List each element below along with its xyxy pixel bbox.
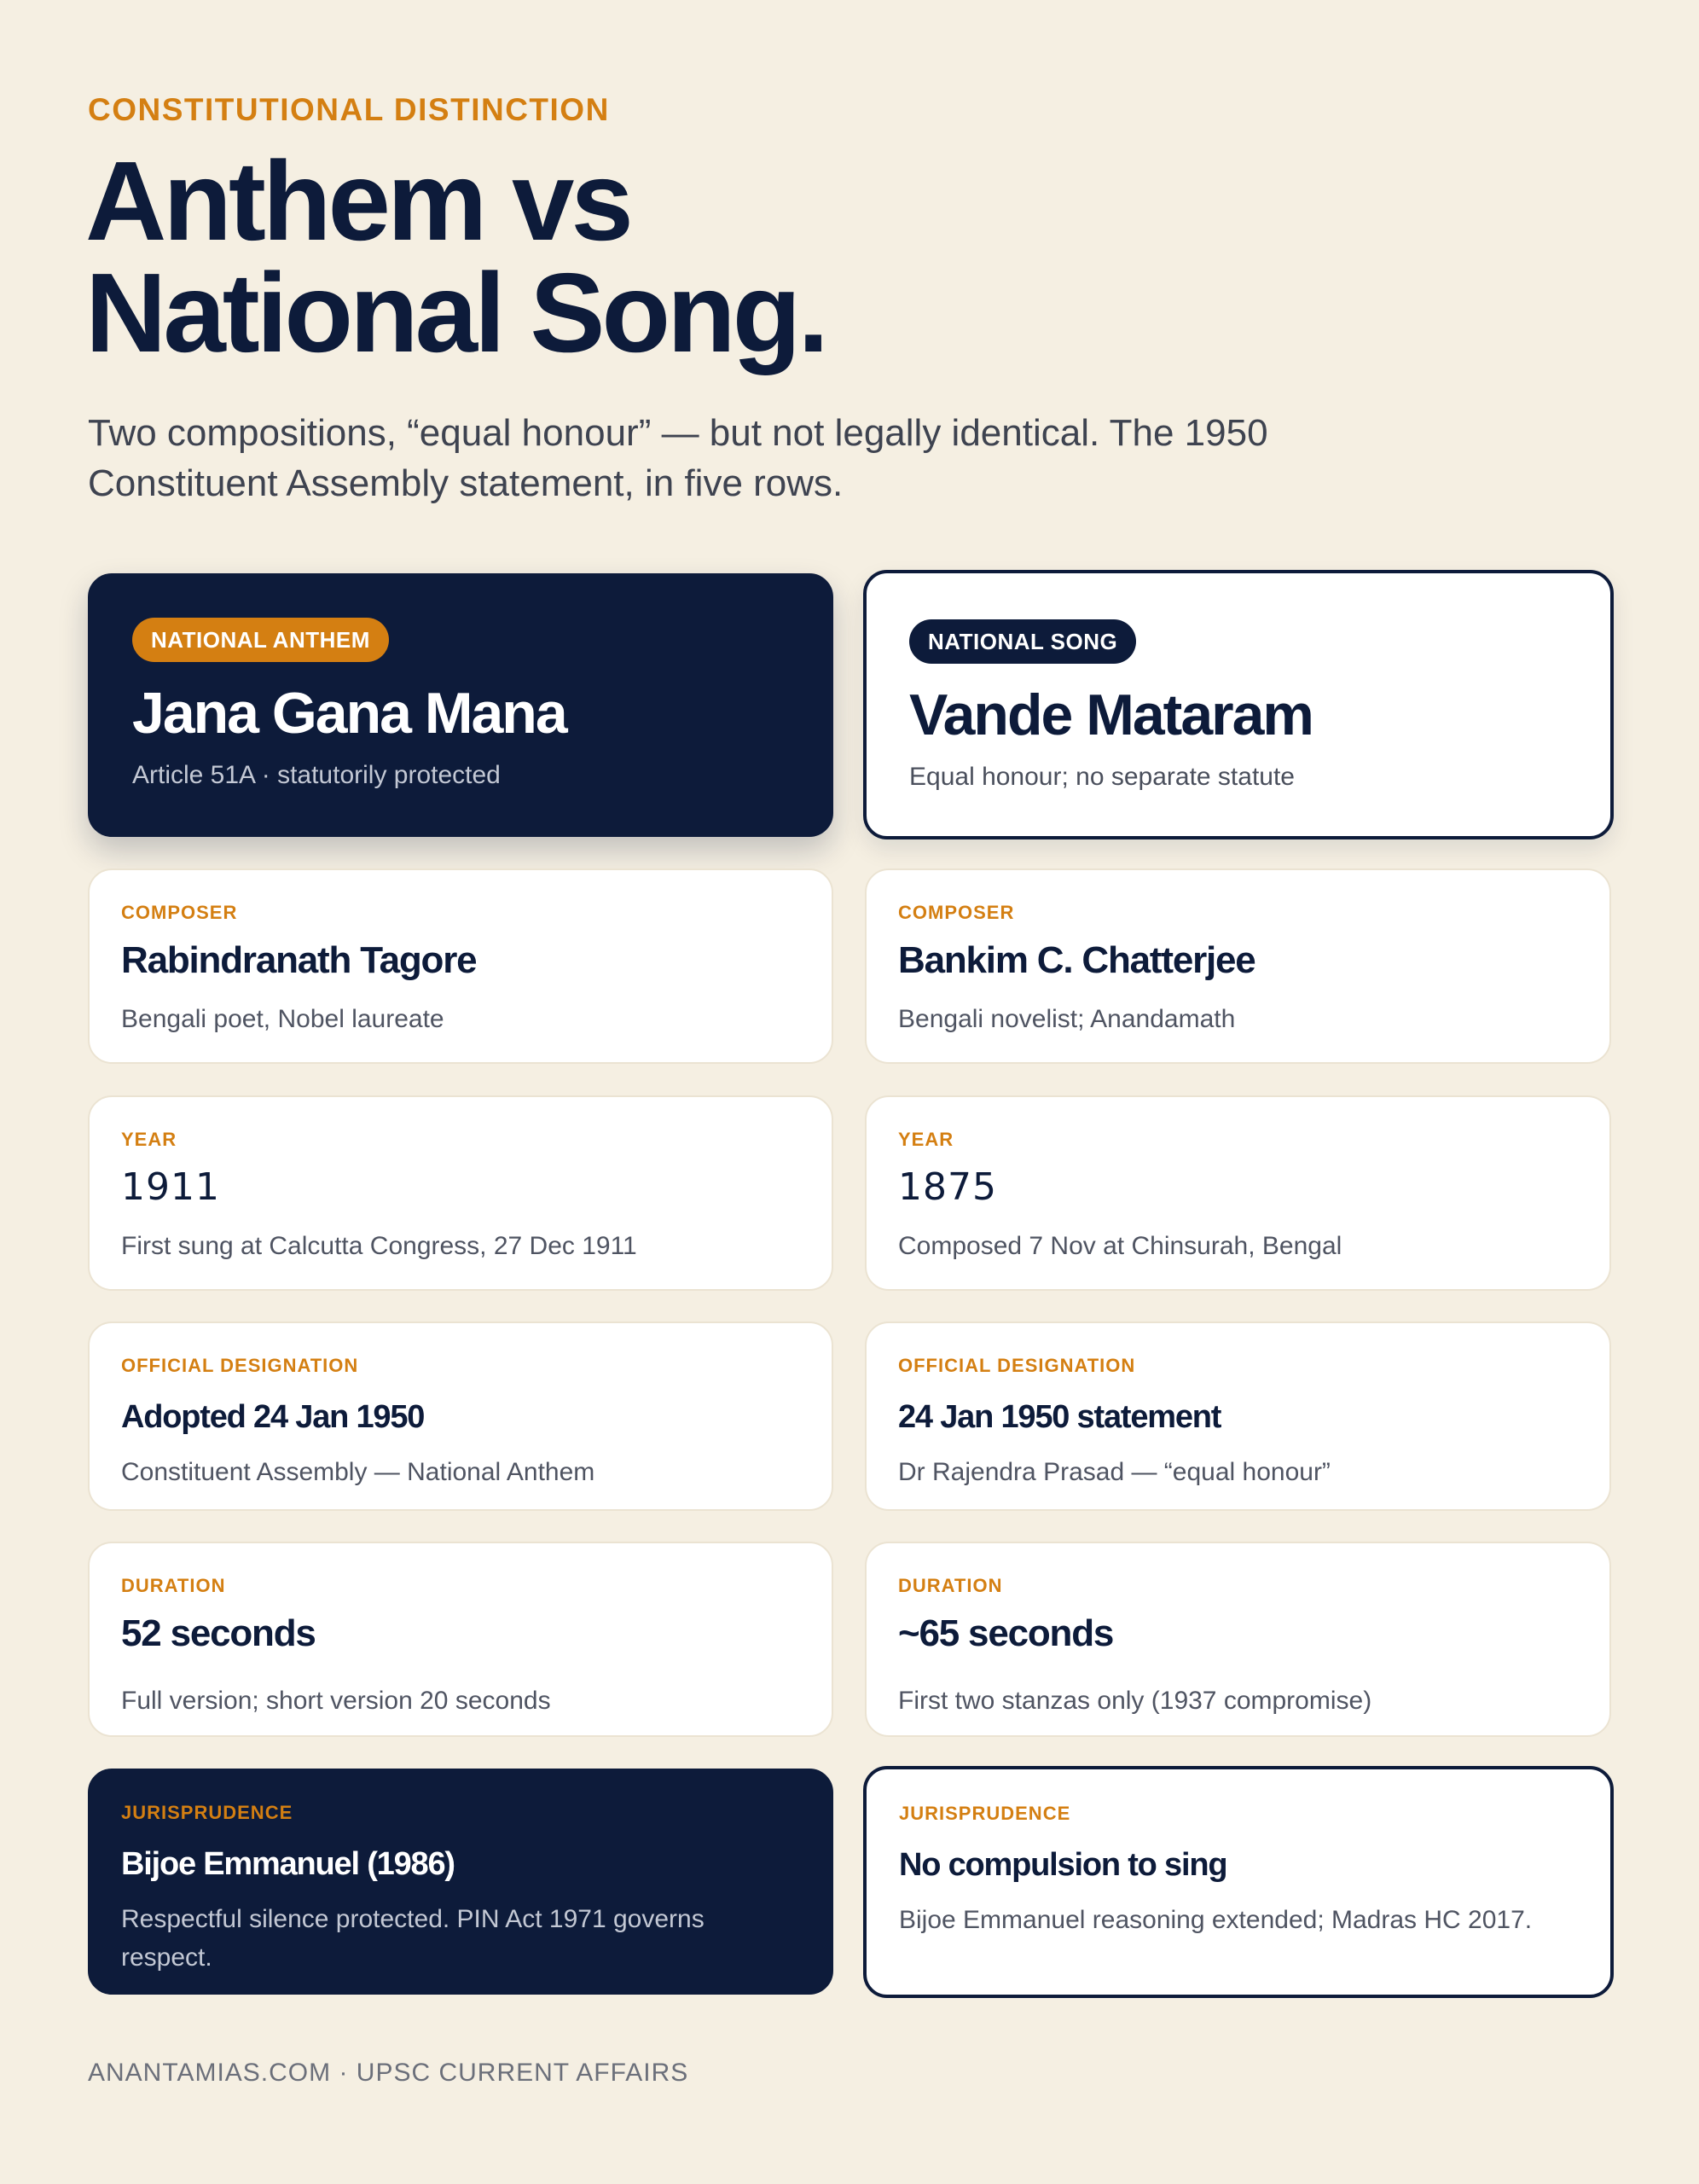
- row-value: Rabindranath Tagore: [121, 939, 477, 981]
- row-label: DURATION: [121, 1575, 226, 1596]
- row-detail: Bijoe Emmanuel reasoning extended; Madras HC 2017.: [899, 1906, 1533, 1934]
- row-detail: First sung at Calcutta Congress, 27 Dec 1911: [121, 1232, 637, 1260]
- row-value: 52 seconds: [121, 1612, 316, 1654]
- row-detail: Constituent Assembly — National Anthem: [121, 1458, 595, 1486]
- row-value: Adopted 24 Jan 1950: [121, 1399, 425, 1435]
- year-song-card: [865, 1095, 1611, 1291]
- composer-song-card: [865, 868, 1611, 1064]
- song-hero-card: [863, 570, 1614, 839]
- row-value: 24 Jan 1950 statement: [898, 1399, 1221, 1435]
- row-detail: Respectful silence protected. PIN Act 1971 governs respect.: [121, 1905, 705, 1972]
- jurisprudence-song-card: [863, 1766, 1614, 1998]
- title-line-2: National Song.: [85, 250, 826, 375]
- row-label: YEAR: [121, 1129, 177, 1150]
- anthem-subtitle: Article 51A · statutorily protected: [132, 761, 501, 789]
- row-value: No compulsion to sing: [899, 1847, 1227, 1883]
- year-anthem-card: [88, 1095, 833, 1291]
- title-line-1: Anthem vs: [85, 138, 630, 264]
- row-detail: Dr Rajendra Prasad — “equal honour”: [898, 1458, 1331, 1486]
- row-value: ~65 seconds: [898, 1612, 1114, 1654]
- row-label: DURATION: [898, 1575, 1003, 1596]
- row-label: JURISPRUDENCE: [899, 1803, 1071, 1824]
- anthem-title: Jana Gana Mana: [132, 681, 566, 746]
- designation-song-card: [865, 1321, 1611, 1511]
- row-detail: First two stanzas only (1937 compromise): [898, 1687, 1372, 1715]
- anthem-hero-card: [88, 573, 833, 837]
- row-value: Bankim C. Chatterjee: [898, 939, 1255, 981]
- composer-anthem-card: [88, 868, 833, 1064]
- designation-anthem-card: [88, 1321, 833, 1511]
- row-detail: Bengali poet, Nobel laureate: [121, 1005, 444, 1033]
- duration-song-card: [865, 1542, 1611, 1737]
- row-label: OFFICIAL DESIGNATION: [898, 1355, 1136, 1376]
- anthem-badge: NATIONAL ANTHEM: [132, 618, 389, 662]
- row-detail: Full version; short version 20 seconds: [121, 1687, 551, 1715]
- row-label: JURISPRUDENCE: [121, 1802, 293, 1823]
- row-value: 1911: [121, 1165, 220, 1209]
- kicker: CONSTITUTIONAL DISTINCTION: [88, 92, 610, 127]
- row-label: OFFICIAL DESIGNATION: [121, 1355, 359, 1376]
- song-badge: NATIONAL SONG: [909, 619, 1136, 664]
- row-label: COMPOSER: [121, 902, 238, 923]
- row-detail: Bengali novelist; Anandamath: [898, 1005, 1236, 1033]
- footer-credit: ANANTAMIAS.COM · UPSC CURRENT AFFAIRS: [88, 2059, 689, 2087]
- row-label: YEAR: [898, 1129, 954, 1150]
- jurisprudence-anthem-card: [88, 1769, 833, 1995]
- row-detail: Composed 7 Nov at Chinsurah, Bengal: [898, 1232, 1342, 1260]
- song-subtitle: Equal honour; no separate statute: [909, 763, 1295, 791]
- row-value: Bijoe Emmanuel (1986): [121, 1846, 455, 1882]
- row-value: 1875: [898, 1165, 997, 1209]
- duration-anthem-card: [88, 1542, 833, 1737]
- song-title: Vande Mataram: [909, 682, 1313, 747]
- subtitle: Two compositions, “equal honour” — but not legally identical. The 1950 Constituent Assembly statement, in five rows.: [88, 412, 1268, 504]
- row-label: COMPOSER: [898, 902, 1015, 923]
- page-title: [85, 138, 826, 375]
